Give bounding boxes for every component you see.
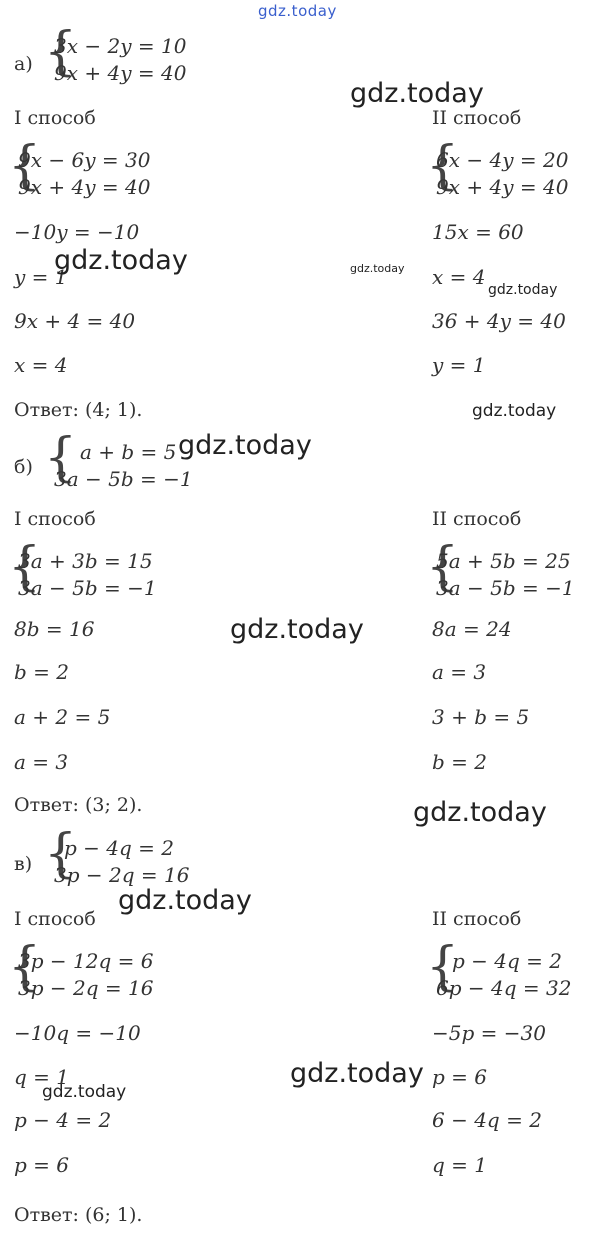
brace-icon: { bbox=[44, 22, 78, 82]
equation: 9x − 6y = 30 bbox=[18, 148, 151, 172]
step: x = 4 bbox=[14, 353, 68, 377]
step: 8b = 16 bbox=[14, 617, 95, 641]
equation: p − 4q = 2 bbox=[64, 836, 174, 860]
part-a-answer: Ответ: (4; 1). bbox=[14, 399, 143, 421]
part-b-label: б) bbox=[14, 456, 33, 478]
equation: 3p − 2q = 16 bbox=[18, 976, 154, 1000]
step: 15x = 60 bbox=[432, 220, 524, 244]
watermark: gdz.today bbox=[488, 282, 558, 298]
watermark: gdz.today bbox=[472, 401, 557, 421]
step: p − 4 = 2 bbox=[14, 1108, 112, 1132]
step: −5p = −30 bbox=[432, 1021, 546, 1045]
brace-icon: { bbox=[8, 537, 42, 597]
part-c-method1-title: I способ bbox=[14, 908, 96, 930]
part-a-method2-title: II способ bbox=[432, 107, 522, 129]
watermark: gdz.today bbox=[350, 262, 405, 275]
equation: 9x + 4y = 40 bbox=[18, 175, 151, 199]
watermark: gdz.today bbox=[54, 245, 188, 276]
equation: 5a + 5b = 25 bbox=[436, 549, 571, 573]
step: 9x + 4 = 40 bbox=[14, 309, 136, 333]
equation: 3a − 5b = −1 bbox=[436, 576, 575, 600]
equation: 3p − 12q = 6 bbox=[18, 949, 154, 973]
equation: 3p − 2q = 16 bbox=[54, 863, 190, 887]
step: q = 1 bbox=[432, 1153, 487, 1177]
step: a = 3 bbox=[14, 750, 69, 774]
part-c-method2-title: II способ bbox=[432, 908, 522, 930]
equation: 6x − 4y = 20 bbox=[436, 148, 569, 172]
brace-icon: { bbox=[44, 428, 78, 488]
watermark: gdz.today bbox=[42, 1082, 127, 1102]
watermark-top: gdz.today bbox=[258, 2, 337, 20]
step: a = 3 bbox=[432, 660, 487, 684]
step: p = 6 bbox=[432, 1065, 487, 1089]
step: y = 1 bbox=[432, 353, 486, 377]
step: x = 4 bbox=[432, 265, 486, 289]
step: −10q = −10 bbox=[14, 1021, 141, 1045]
brace-icon: { bbox=[426, 537, 460, 597]
step: −10y = −10 bbox=[14, 220, 140, 244]
watermark: gdz.today bbox=[118, 885, 252, 916]
equation: 3x − 2y = 10 bbox=[54, 34, 187, 58]
part-c-answer: Ответ: (6; 1). bbox=[14, 1204, 143, 1226]
equation: 3a + 3b = 15 bbox=[18, 549, 153, 573]
brace-icon: { bbox=[8, 937, 42, 997]
step: 6 − 4q = 2 bbox=[432, 1108, 542, 1132]
equation: 6p − 4q = 32 bbox=[436, 976, 572, 1000]
step: 3 + b = 5 bbox=[432, 705, 530, 729]
step: b = 2 bbox=[432, 750, 487, 774]
part-a-label: а) bbox=[14, 53, 33, 75]
step: p = 6 bbox=[14, 1153, 69, 1177]
brace-icon: { bbox=[44, 824, 78, 884]
brace-icon: { bbox=[426, 937, 460, 997]
equation: 3a − 5b = −1 bbox=[18, 576, 157, 600]
watermark: gdz.today bbox=[230, 614, 364, 645]
equation: a + b = 5 bbox=[80, 440, 177, 464]
brace-icon: { bbox=[426, 136, 460, 196]
equation: 9x + 4y = 40 bbox=[54, 61, 187, 85]
step: q = 1 bbox=[14, 1065, 69, 1089]
watermark: gdz.today bbox=[413, 797, 547, 828]
equation: 3a − 5b = −1 bbox=[54, 467, 193, 491]
step: y = 1 bbox=[14, 265, 68, 289]
watermark: gdz.today bbox=[178, 430, 312, 461]
part-b-method1-title: I способ bbox=[14, 508, 96, 530]
part-b-method2-title: II способ bbox=[432, 508, 522, 530]
step: a + 2 = 5 bbox=[14, 705, 111, 729]
brace-icon: { bbox=[8, 136, 42, 196]
step: 36 + 4y = 40 bbox=[432, 309, 566, 333]
step: b = 2 bbox=[14, 660, 69, 684]
equation: 9x + 4y = 40 bbox=[436, 175, 569, 199]
watermark: gdz.today bbox=[290, 1058, 424, 1089]
step: 8a = 24 bbox=[432, 617, 512, 641]
watermark: gdz.today bbox=[350, 78, 484, 109]
part-b-answer: Ответ: (3; 2). bbox=[14, 794, 143, 816]
part-a-method1-title: I способ bbox=[14, 107, 96, 129]
equation: p − 4q = 2 bbox=[452, 949, 562, 973]
part-c-label: в) bbox=[14, 853, 33, 875]
